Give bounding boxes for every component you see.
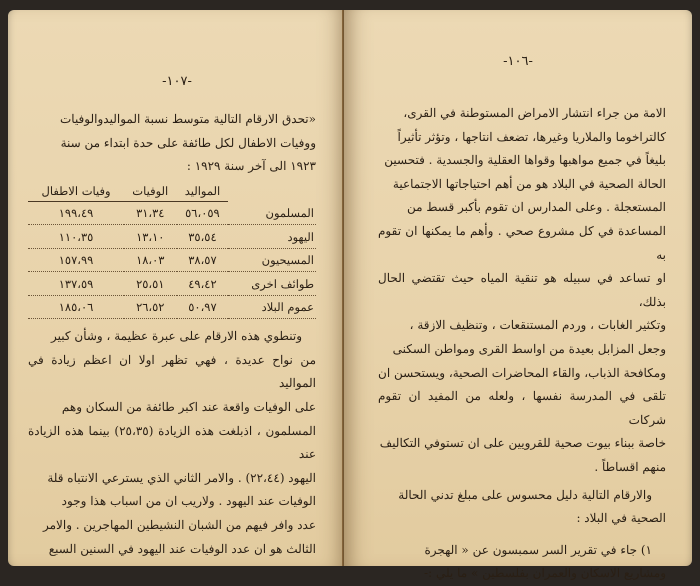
table-row [28, 272, 316, 296]
right-paragraph-1 [378, 102, 666, 480]
table-cell: طوائف اخرى [228, 272, 316, 296]
book-spread [8, 10, 692, 581]
text-line: خاصة ببناء بيوت صحية للقرويين على ان تستوفي التكاليف [379, 436, 666, 451]
text-line: المستعجلة . وعلى المدارس ان تقوم بأكبر قسط من [407, 200, 666, 215]
table-cell: ١٣٧،٥٩ [28, 272, 124, 296]
text-line: ١٩٢٣ الى آخر سنة ١٩٢٩ : [186, 159, 316, 174]
text-line: الامة من جراء انتشار الامراض المستوطنة في القرى، [403, 106, 666, 120]
text-line: الصحية في البلاد : [576, 511, 666, 526]
text-line: منهم اقساطاً . [594, 459, 666, 474]
table-cell: ١٨،٠٣ [124, 248, 176, 272]
right-page [344, 10, 692, 581]
right-page-number: -١٠٦- [503, 54, 533, 69]
table-row [28, 225, 316, 249]
text-line: اليهود (٢٢،٤٤) . والامر الثاني الذي يسترعي الانتباه قلة [47, 470, 316, 485]
text-line: الثالث هو ان عدد الوفيات عند اليهود في السنين السبع [48, 541, 316, 556]
text-line: المسلمون ، اذبلغت هذه الزيادة (٢٥،٣٥) بينما هذه الزيادة عند [28, 423, 316, 462]
column-header [228, 181, 316, 202]
text-line: كالتراخوما والملاريا وغيرها، تضعف انتاجها ، وتؤثر تأثيراً [397, 129, 666, 144]
left-page [8, 10, 346, 566]
table-row [28, 248, 316, 272]
table-row [28, 295, 316, 319]
table-cell: اليهود [228, 225, 316, 249]
table-cell: ٣٥،٥٤ [177, 225, 229, 249]
text-line: ومشاريع الاسكان والعمران بفلسطين » ما يلي :- [424, 566, 666, 581]
text-line: عدد وافر فيهم من الشبان النشيطين المهاجرين . والامر [42, 518, 316, 533]
text-line: ١) جاء في تقرير السر سمبسون عن « الهجرة [424, 542, 652, 557]
table-cell: عموم البلاد [228, 295, 316, 319]
table-cell: ٥٠،٩٧ [177, 295, 229, 319]
text-line: المساعدة في كل مشروع صحي . وأهم ما يمكنها ان تقوم به [378, 223, 666, 262]
text-line: تلقى في المدرسة نفسها ، ولعله من المفيد ان تقوم شركات [378, 389, 666, 427]
text-line: ومكافحة الذباب، والقاء المحاضرات الصحية، ويستحسن ان [378, 365, 666, 380]
right-paragraph-2 [378, 484, 666, 586]
text-line: او تساعد في سبيله هو تنقية المياه حيث تقتضي الحال بذلك، [378, 271, 666, 309]
table-row [28, 201, 316, 225]
text-line: بليغاً في جميع مواهبها وقواها العقلية والجسدية . فتحسين [384, 153, 666, 168]
text-line: وجعل المزابل بعيدة من اواسط القرى ومواطن السكنى [392, 341, 666, 356]
table-cell: المسلمون [228, 201, 316, 225]
text-line: وتنطوي هذه الارقام على عبرة عظيمة ، وشأن كبير [50, 329, 302, 344]
left-intro [28, 108, 316, 179]
table-cell: ١٨٥،٠٦ [28, 295, 124, 319]
table-cell: ١٩٩،٤٩ [28, 201, 124, 225]
text-line: الحالة الصحية في البلاد هو من أهم احتياجاتها الاجتماعية [392, 176, 666, 191]
text-line: والارقام التالية دليل محسوس على مبلغ تدني الحالة [398, 487, 652, 502]
table-cell: المسيحيون [228, 248, 316, 272]
table-cell: ٣٨،٥٧ [177, 248, 229, 272]
left-body [28, 325, 316, 561]
table-cell: ١١٠،٣٥ [28, 225, 124, 249]
table-cell: ١٥٧،٩٩ [28, 248, 124, 272]
table-cell: ٥٦،٠٥٩ [177, 201, 229, 225]
text-line: وتكثير الغابات ، وردم المستنقعات ، وتنظيف الازقة ، [409, 318, 666, 333]
table-cell: ٤٩،٤٢ [177, 272, 229, 296]
table-cell: ٢٦،٥٢ [124, 295, 176, 319]
text-line: الوفيات عند اليهود . ولاريب ان من اسباب هذا وجود [61, 494, 316, 509]
column-header: وفيات الاطفال [28, 181, 124, 202]
text-line: ووفيات الاطفال لكل طائفة على حدة ابتداء من سنة [60, 135, 316, 150]
text-line: على الوفيات واقعة عند اكبر طائفة من السكان وهم [61, 400, 316, 415]
text-line: «تحدق الارقام التالية متوسط نسبة المواليدوالوفيات [59, 112, 316, 126]
statistics-table [28, 181, 316, 320]
table-header-row [28, 181, 316, 202]
table-cell: ٣١،٣٤ [124, 201, 176, 225]
table-cell: ١٣،١٠ [124, 225, 176, 249]
left-page-number: -١٠٧- [162, 74, 192, 89]
column-header: المواليد [177, 181, 229, 202]
column-header: الوفيات [124, 181, 176, 202]
table-cell: ٢٥،٥١ [124, 272, 176, 296]
text-line: من نواح عديدة ، فهي تظهر اولا ان اعظم زيادة في المواليد [28, 352, 316, 391]
